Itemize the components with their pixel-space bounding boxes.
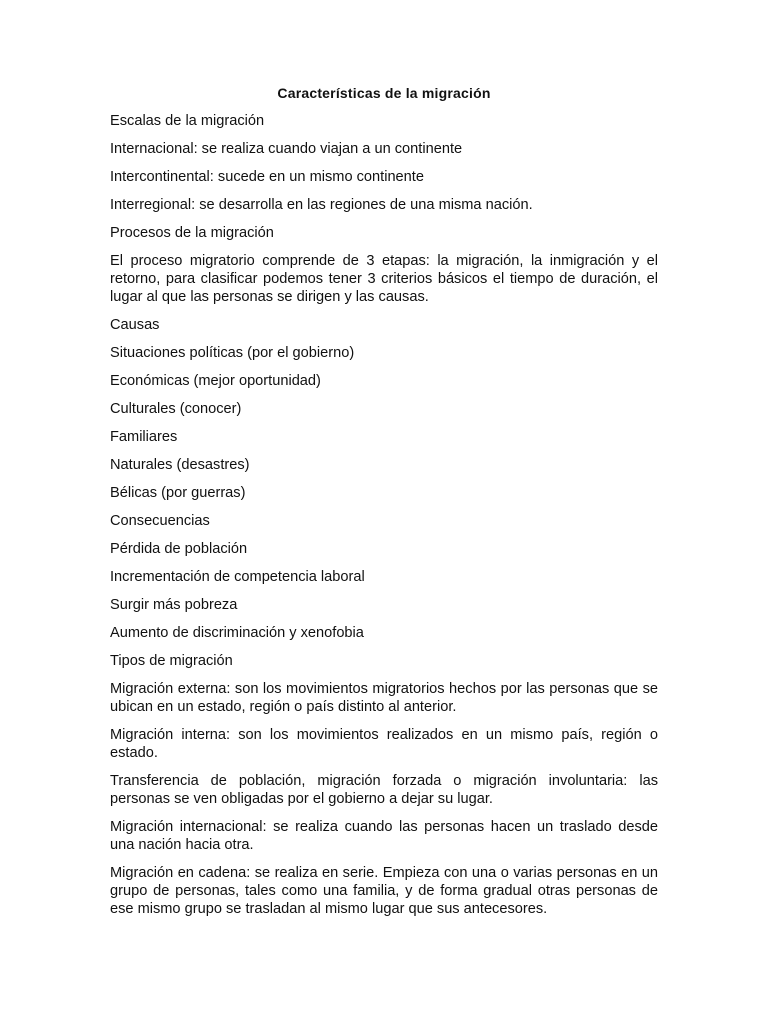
heading-procesos: Procesos de la migración [110, 225, 274, 241]
paragraph-proceso-migratorio: El proceso migratorio comprende de 3 etapas: la migración, la inmigración y el retorno, para clasificar podemos tener 3 criterios básicos el tiempo de duración, el lugar al que las personas se dirigen y las causas. [110, 253, 658, 305]
paragraph-migracion-externa: Migración externa: son los movimientos migratorios hechos por las personas que se ubican en un estado, región o país distinto al anterior. [110, 681, 658, 715]
document-page [110, 84, 658, 928]
paragraph-intercontinental: Intercontinental: sucede en un mismo continente [110, 169, 424, 185]
paragraph-migracion-interna: Migración interna: son los movimientos realizados en un mismo país, región o estado. [110, 727, 658, 761]
list-item-causa-familiares: Familiares [110, 429, 178, 445]
paragraph-migracion-cadena: Migración en cadena: se realiza en serie. Empieza con una o varias personas en un grupo de personas, tales como una familia, y de forma gradual otras personas de ese mismo grupo se trasladan al mismo lugar que sus antecesores. [110, 865, 658, 917]
list-item-causa-culturales: Culturales (conocer) [110, 401, 242, 417]
list-item-causa-economicas: Económicas (mejor oportunidad) [110, 373, 321, 389]
heading-consecuencias: Consecuencias [110, 513, 210, 529]
paragraph-migracion-internacional: Migración internacional: se realiza cuando las personas hacen un traslado desde una nación hacia otra. [110, 819, 658, 853]
paragraph-internacional: Internacional: se realiza cuando viajan a un continente [110, 141, 463, 157]
heading-causas: Causas [110, 317, 160, 333]
list-item-causa-politicas: Situaciones políticas (por el gobierno) [110, 345, 355, 361]
list-item-causa-naturales: Naturales (desastres) [110, 457, 250, 473]
paragraph-interregional: Interregional: se desarrolla en las regiones de una misma nación. [110, 197, 533, 213]
list-item-consecuencia-competencia: Incrementación de competencia laboral [110, 569, 365, 585]
list-item-consecuencia-pobreza: Surgir más pobreza [110, 597, 238, 613]
list-item-consecuencia-perdida: Pérdida de población [110, 541, 248, 557]
document-title: Características de la migración [277, 85, 491, 101]
list-item-causa-belicas: Bélicas (por guerras) [110, 485, 246, 501]
list-item-consecuencia-discriminacion: Aumento de discriminación y xenofobia [110, 625, 364, 641]
heading-tipos: Tipos de migración [110, 653, 233, 669]
heading-escalas: Escalas de la migración [110, 113, 265, 129]
paragraph-transferencia-poblacion: Transferencia de población, migración forzada o migración involuntaria: las personas se ven obligadas por el gobierno a dejar su lugar. [110, 773, 658, 807]
